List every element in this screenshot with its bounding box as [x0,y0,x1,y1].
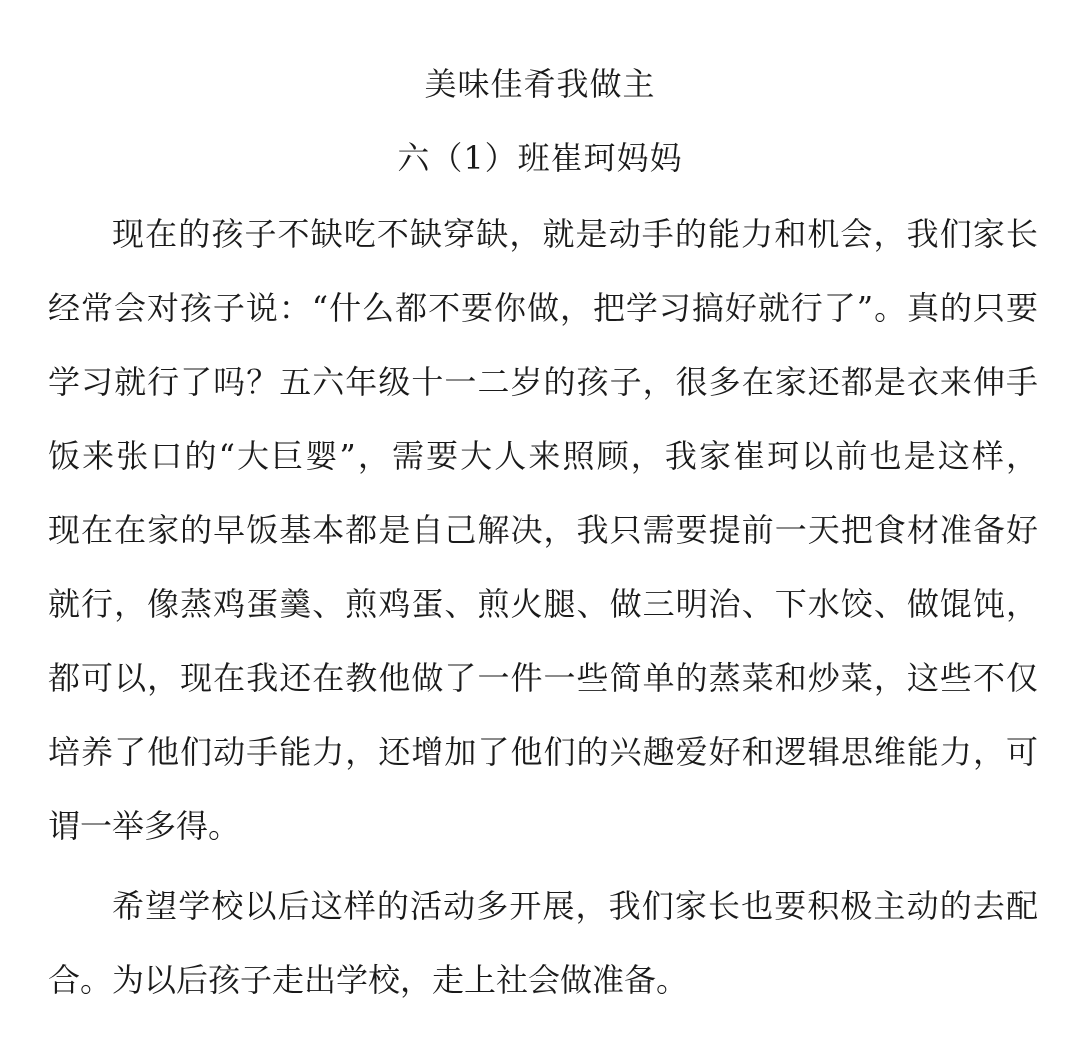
paragraph-1-line-7: 都可以，现在我还在教他做了一件一些简单的蒸菜和炒菜，这些不仅 [48,659,1038,697]
paragraph-1-line-6: 就行，像蒸鸡蛋羹、煎鸡蛋、煎火腿、做三明治、下水饺、做馄饨， [48,585,1038,623]
paragraph-1-line-8: 培养了他们动手能力，还增加了他们的兴趣爱好和逻辑思维能力，可 [48,733,1038,771]
paragraph-1-line-2: 经常会对孩子说：“什么都不要你做，把学习搞好就行了”。真的只要 [48,289,1038,327]
paragraph-2-line-2: 合。为以后孩子走出学校，走上社会做准备。 [48,961,689,999]
document-subtitle: 六（1）班崔珂妈妈 [397,139,683,177]
document-title: 美味佳肴我做主 [424,65,656,103]
paragraph-1-line-3: 学习就行了吗？五六年级十一二岁的孩子，很多在家还都是衣来伸手 [48,363,1038,401]
paragraph-1-line-9: 谓一举多得。 [48,807,241,845]
paragraph-1-line-1: 现在的孩子不缺吃不缺穿缺，就是动手的能力和机会，我们家长 [112,215,1038,253]
paragraph-2-line-1: 希望学校以后这样的活动多开展，我们家长也要积极主动的去配 [112,887,1038,925]
paragraph-1-line-4: 饭来张口的“大巨婴”，需要大人来照顾，我家崔珂以前也是这样， [48,437,1038,475]
paragraph-1-line-5: 现在在家的早饭基本都是自己解决，我只需要提前一天把食材准备好 [48,511,1038,549]
